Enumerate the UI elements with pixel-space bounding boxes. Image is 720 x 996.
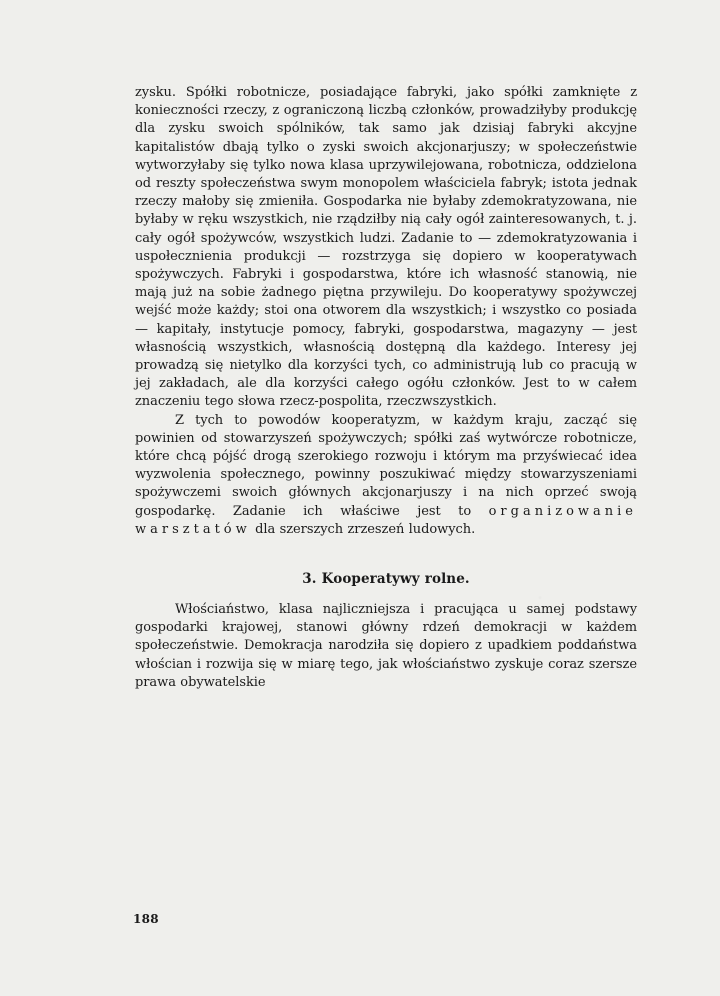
paragraph-2-before: Z tych to powodów kooperatyzm, w każdym kraju, zacząć się powinien od stowarzyszeń spożywczych; spółki zaś wytwórcze robotnicze, które chcą pójść drogą szerokiego rozwoju i którym ma przyświecać idea wyzwolenia społecznego, powinny poszukiwać między stowarzyszeniami spożywczemi swoich głównych akcjonarjuszy i na nich oprzeć swoją gospodarkę. Zadanie ich właściwe jest to — [135, 412, 637, 519]
paragraph-1: zysku. Spółki robotnicze, posiadające fabryki, jako spółki zamknięte z konieczności rzeczy, z ograniczoną liczbą członków, prowadziłyby produkcję dla zysku swoich spólników, tak samo jak dzisiaj fabryki akcyjne kapitalistów dbają tylko o zyski swoich akcjonarjuszy; w społeczeństwie wytworzyłaby się tylko nowa klasa uprzywilejowana, robotnicza, oddzielona od reszty społeczeństwa swym monopolem właściciela fabryk; istota jednak rzeczy małoby się zmieniła. Gospodarka nie byłaby zdemokratyzowana, nie byłaby w ręku wszystkich, nie rządziłby nią cały ogół zainteresowanych, t. j. cały ogół spożywców, wszystkich ludzi. Zadanie to — zdemokratyzowania i uspołecznienia produkcji — rozstrzyga się dopiero w kooperatywach spożywczych. Fabryki i gospodarstwa, które ich własność stanowią, nie mają już na sobie żadnego piętna przywileju. Do kooperatywy spożywczej wejść może każdy; stoi ona otworem dla wszystkich; i wszystko co posiada — kapitały, instytucje pomocy, fabryki, gospodarstwa, magazyny — jest własnością wszystkich, własnością dostępną dla każdego. Interesy jej prowadzą się nietylko dla korzyści tych, co administrują lub co pracują w jej zakładach, ale dla korzyści całego ogółu członków. Jest to w całem znaczeniu tego słowa rzecz-pospolita, rzeczwszystkich. — [135, 85, 637, 410]
text-block — [135, 84, 637, 692]
section-heading: 3. Kooperatywy rolne. — [302, 571, 470, 588]
paragraph-2-emphasis: organizowanie warsztatów — [135, 503, 637, 537]
paragraph-2 — [135, 412, 637, 539]
paragraph-2-after: dla szerszych zrzeszeń ludowych. — [250, 521, 476, 537]
section-paragraph: Włościaństwo, klasa najliczniejsza i pracująca u samej podstawy gospodarki krajowej, stanowi główny rdzeń demokracji w każdem społeczeństwie. Demokracja narodziła się dopiero z upadkiem poddaństwa włościan i rozwija się w miarę tego, jak włościaństwo zyskuje coraz szersze prawa obywatelskie — [135, 602, 637, 690]
page-number: 188 — [133, 912, 159, 926]
